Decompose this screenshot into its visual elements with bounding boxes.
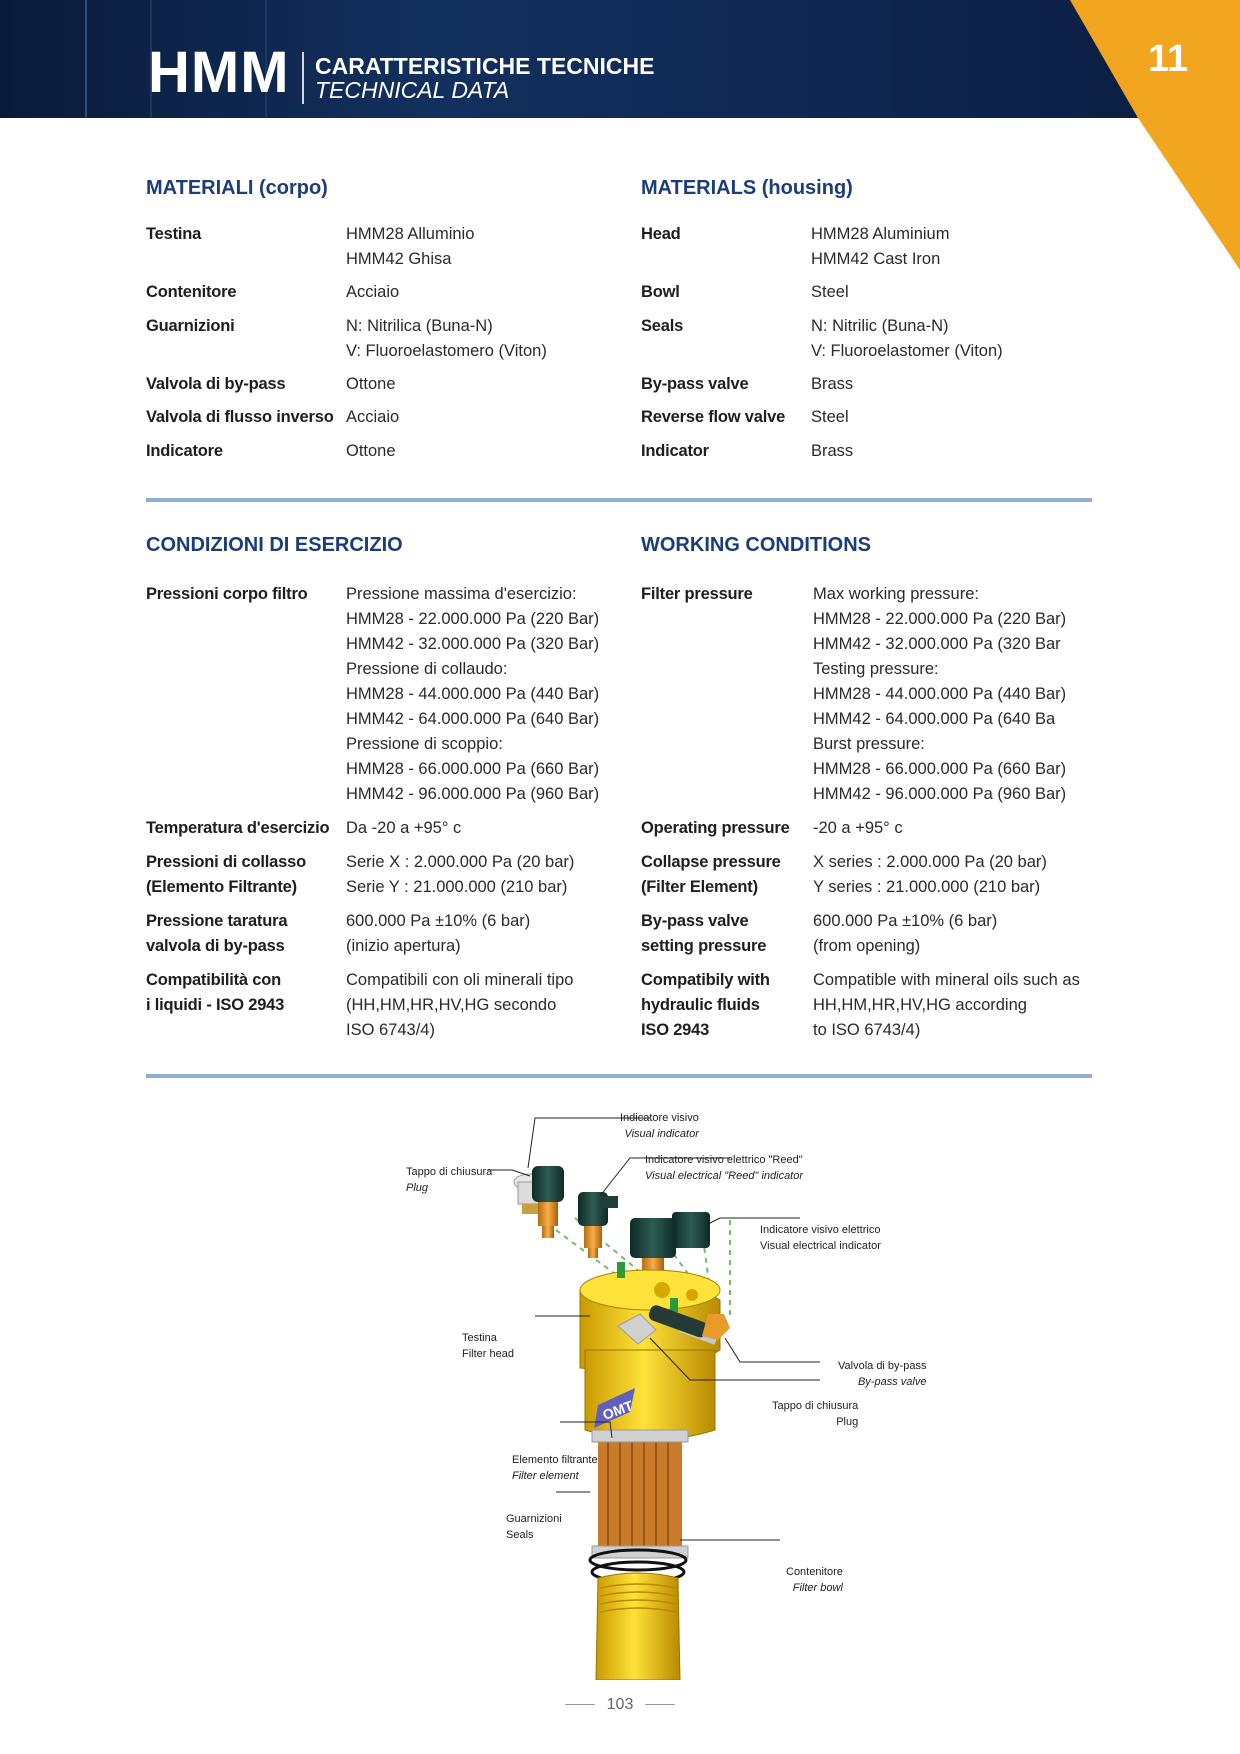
- row-label: Compatibily with hydraulic fluids ISO 2943: [641, 971, 770, 1039]
- row-value: Max working pressure: HMM28 - 22.000.000 Pa (220 Bar) HMM42 - 32.000.000 Pa (320 Bar Testing pressure: HMM28 - 44.000.000 Pa (440 Bar) HMM42 - 64.000.000 Pa (640 Ba Burst pressure: HMM28 - 66.000.000 Pa (660 Bar) HMM42 - 96.000.000 Pa (960 Bar): [813, 585, 1067, 803]
- row-value: Steel: [811, 408, 849, 426]
- product-code: HMM: [148, 40, 290, 105]
- row-label: Contenitore: [146, 283, 237, 301]
- row-label: Temperatura d'esercizio: [146, 819, 330, 837]
- row-value: Acciaio: [346, 408, 400, 426]
- row-value: Da -20 a +95° c: [346, 819, 462, 837]
- row-value: 600.000 Pa ±10% (6 bar) (from opening): [813, 912, 998, 955]
- row-label: Head: [641, 225, 681, 243]
- header-decoration: [85, 0, 87, 118]
- row-label: Pressioni di collasso (Elemento Filtrante): [146, 853, 306, 896]
- row-value: Serie X : 2.000.000 Pa (20 bar) Serie Y : 21.000.000 (210 bar): [346, 853, 575, 896]
- row-label: Pressioni corpo filtro: [146, 585, 308, 603]
- conditions-title-it: CONDIZIONI DI ESERCIZIO: [146, 534, 403, 556]
- row-label: By-pass valve setting pressure: [641, 912, 767, 955]
- section-divider: [146, 498, 1092, 502]
- row-value: Brass: [811, 375, 854, 393]
- row-value: N: Nitrilic (Buna-N) V: Fluoroelastomer (Viton): [811, 317, 1003, 360]
- row-label: Operating pressure: [641, 819, 790, 837]
- row-label: Indicatore: [146, 442, 223, 460]
- row-value: Ottone: [346, 375, 396, 393]
- row-label: Indicator: [641, 442, 709, 460]
- row-label: Guarnizioni: [146, 317, 235, 335]
- materials-title-en: MATERIALS (housing): [641, 177, 853, 199]
- callout-visual-indicator: Indicatore visivo Visual indicator: [620, 1112, 699, 1140]
- row-label: Compatibilità con i liquidi - ISO 2943: [146, 971, 285, 1014]
- row-label: Valvola di flusso inverso: [146, 408, 334, 426]
- row-label: By-pass valve: [641, 375, 749, 393]
- callout-filter-element: Elemento filtrante Filter element: [512, 1454, 598, 1482]
- row-value: Compatibili con oli minerali tipo (HH,HM,HR,HV,HG secondo ISO 6743/4): [346, 971, 574, 1039]
- brand-logo-text: OMT: [600, 1397, 636, 1423]
- row-value: HMM28 Aluminium HMM42 Cast Iron: [811, 225, 950, 268]
- header-divider: [302, 52, 304, 104]
- row-value: 600.000 Pa ±10% (6 bar) (inizio apertura): [346, 912, 531, 955]
- row-label: Reverse flow valve: [641, 408, 786, 426]
- header-title-en: TECHNICAL DATA: [315, 77, 510, 103]
- row-label: Collapse pressure (Filter Element): [641, 853, 781, 896]
- header-title-it: CARATTERISTICHE TECNICHE: [315, 53, 655, 79]
- row-value: Compatible with mineral oils such as HH,HM,HR,HV,HG according to ISO 6743/4): [813, 971, 1080, 1039]
- row-label: Testina: [146, 225, 202, 243]
- row-value: Brass: [811, 442, 854, 460]
- materials-title-it: MATERIALI (corpo): [146, 177, 328, 199]
- row-label: Filter pressure: [641, 585, 753, 603]
- row-label: Valvola di by-pass: [146, 375, 286, 393]
- callout-bypass-valve: Valvola di by-pass By-pass valve: [838, 1360, 927, 1388]
- section-divider: [146, 1074, 1092, 1078]
- row-value: Pressione massima d'esercizio: HMM28 - 22.000.000 Pa (220 Bar) HMM42 - 32.000.000 Pa (320 Bar) Pressione di collaudo: HMM28 - 44.000.000 Pa (440 Bar) HMM42 - 64.000.000 Pa (640 Bar) Pressione di scoppio: HMM28 - 66.000.000 Pa (660 Bar) HMM42 - 96.000.000 Pa (960 Bar): [346, 585, 600, 803]
- filter-bowl: [596, 1573, 680, 1680]
- row-value: Ottone: [346, 442, 396, 460]
- callout-filter-head: Testina Filter head: [462, 1332, 514, 1360]
- row-value: Steel: [811, 283, 849, 301]
- page-header: [0, 0, 1240, 118]
- callout-electrical-indicator: Indicatore visivo elettrico Visual electrical indicator: [760, 1224, 881, 1252]
- head-body: [585, 1350, 715, 1440]
- row-value: N: Nitrilica (Buna-N) V: Fluoroelastomero (Viton): [346, 317, 547, 360]
- row-label: Bowl: [641, 283, 680, 301]
- row-label: Pressione taratura valvola di by-pass: [146, 912, 288, 955]
- row-value: Acciaio: [346, 283, 400, 301]
- callout-plug-side: Tappo di chiusura Plug: [772, 1400, 859, 1428]
- callout-reed-indicator: Indicatore visivo elettrico "Reed" Visual electrical "Reed" indicator: [645, 1154, 804, 1182]
- page-number: 103: [0, 1696, 1240, 1714]
- conditions-title-en: WORKING CONDITIONS: [641, 534, 871, 556]
- callout-seals: Guarnizioni Seals: [506, 1513, 562, 1541]
- chapter-number: 11: [1148, 38, 1189, 80]
- row-value: HMM28 Alluminio HMM42 Ghisa: [346, 225, 475, 268]
- row-value: X series : 2.000.000 Pa (20 bar) Y series : 21.000.000 (210 bar): [813, 853, 1047, 896]
- row-value: -20 a +95° c: [813, 819, 903, 837]
- callout-filter-bowl: Contenitore Filter bowl: [786, 1566, 843, 1594]
- callout-plug-top: Tappo di chiusura Plug: [406, 1166, 493, 1194]
- filter-element: [592, 1430, 688, 1558]
- row-label: Seals: [641, 317, 684, 335]
